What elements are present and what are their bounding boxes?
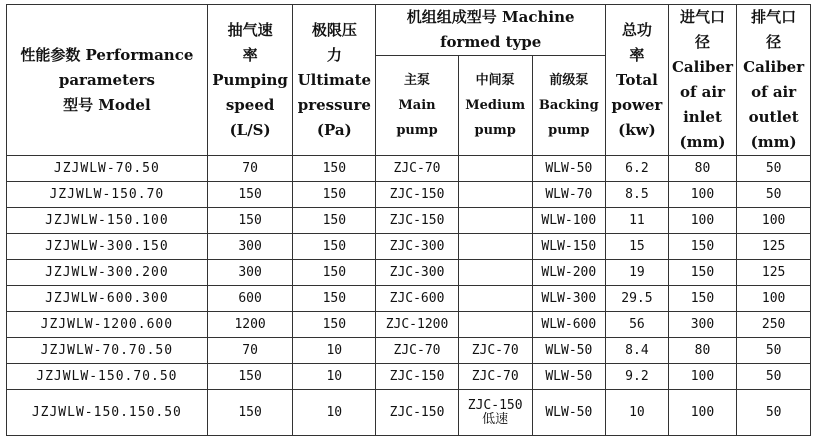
cell-inlet: 150 <box>668 234 737 260</box>
cell-main-pump: ZJC-300 <box>376 234 459 260</box>
table-row <box>7 234 811 260</box>
cell-pressure: 150 <box>293 286 376 312</box>
cell-speed: 300 <box>207 234 293 260</box>
cell-outlet: 50 <box>737 182 811 208</box>
cell-pressure: 10 <box>293 390 376 436</box>
cell-speed: 1200 <box>207 312 293 338</box>
cell-model: JZJWLW-150.150.50 <box>7 390 208 436</box>
cell-backing-pump: WLW-150 <box>532 234 606 260</box>
header-model <box>7 5 208 156</box>
cell-medium-pump: ZJC-70 <box>458 338 532 364</box>
table-row <box>7 182 811 208</box>
cell-speed: 70 <box>207 338 293 364</box>
cell-model: JZJWLW-150.100 <box>7 208 208 234</box>
cell-power: 6.2 <box>606 156 669 182</box>
cell-outlet: 100 <box>737 208 811 234</box>
cell-medium-pump <box>458 312 532 338</box>
cell-speed: 150 <box>207 364 293 390</box>
cell-outlet: 50 <box>737 338 811 364</box>
header-inlet-caliber: 进气口 径 Caliber of air inlet (mm) <box>668 5 737 156</box>
cell-outlet: 125 <box>737 234 811 260</box>
cell-power: 8.4 <box>606 338 669 364</box>
cell-power: 19 <box>606 260 669 286</box>
cell-pressure: 150 <box>293 260 376 286</box>
cell-inlet: 80 <box>668 156 737 182</box>
cell-power: 10 <box>606 390 669 436</box>
cell-outlet: 100 <box>737 286 811 312</box>
cell-main-pump: ZJC-600 <box>376 286 459 312</box>
cell-model: JZJWLW-1200.600 <box>7 312 208 338</box>
header-medium-pump: 中间泵 Medium pump <box>458 56 532 156</box>
table-row <box>7 338 811 364</box>
table-row <box>7 390 811 436</box>
cell-medium-pump <box>458 156 532 182</box>
cell-main-pump: ZJC-150 <box>376 208 459 234</box>
cell-pressure: 150 <box>293 156 376 182</box>
cell-main-pump: ZJC-150 <box>376 364 459 390</box>
cell-main-pump: ZJC-300 <box>376 260 459 286</box>
cell-medium-pump <box>458 286 532 312</box>
header-model-line2: parameters <box>58 70 155 89</box>
cell-backing-pump: WLW-50 <box>532 390 606 436</box>
cell-main-pump: ZJC-70 <box>376 156 459 182</box>
table-row <box>7 260 811 286</box>
cell-inlet: 80 <box>668 338 737 364</box>
cell-main-pump: ZJC-70 <box>376 338 459 364</box>
cell-inlet: 300 <box>668 312 737 338</box>
header-outlet-caliber: 排气口 径 Caliber of air outlet (mm) <box>737 5 811 156</box>
cell-model: JZJWLW-70.70.50 <box>7 338 208 364</box>
cell-backing-pump: WLW-600 <box>532 312 606 338</box>
cell-medium-pump <box>458 234 532 260</box>
cell-main-pump: ZJC-150 <box>376 390 459 436</box>
cell-speed: 600 <box>207 286 293 312</box>
cell-inlet: 100 <box>668 390 737 436</box>
cell-power: 29.5 <box>606 286 669 312</box>
cell-backing-pump: WLW-300 <box>532 286 606 312</box>
cell-medium-pump <box>458 182 532 208</box>
table-row <box>7 312 811 338</box>
cell-main-pump: ZJC-1200 <box>376 312 459 338</box>
cell-inlet: 100 <box>668 182 737 208</box>
cell-model: JZJWLW-300.150 <box>7 234 208 260</box>
cell-inlet: 100 <box>668 208 737 234</box>
cell-model: JZJWLW-150.70 <box>7 182 208 208</box>
cell-pressure: 10 <box>293 338 376 364</box>
cell-speed: 70 <box>207 156 293 182</box>
header-backing-pump: 前级泵 Backing pump <box>532 56 606 156</box>
table-row <box>7 208 811 234</box>
table-row <box>7 156 811 182</box>
cell-inlet: 150 <box>668 286 737 312</box>
cell-pressure: 150 <box>293 182 376 208</box>
header-pumping-speed: 抽气速 率 Pumping speed (L/S) <box>207 5 293 156</box>
performance-table <box>6 4 811 436</box>
cell-backing-pump: WLW-100 <box>532 208 606 234</box>
cell-medium-pump <box>458 208 532 234</box>
cell-backing-pump: WLW-50 <box>532 364 606 390</box>
header-main-pump: 主泵 Main pump <box>376 56 459 156</box>
cell-model: JZJWLW-600.300 <box>7 286 208 312</box>
cell-medium-pump <box>458 390 532 436</box>
cell-medium-pump-model: ZJC-150 <box>467 397 523 413</box>
cell-medium-pump: ZJC-70 <box>458 364 532 390</box>
cell-speed: 150 <box>207 182 293 208</box>
cell-pressure: 150 <box>293 208 376 234</box>
cell-backing-pump: WLW-70 <box>532 182 606 208</box>
cell-pressure: 150 <box>293 312 376 338</box>
cell-medium-pump <box>458 260 532 286</box>
cell-speed: 150 <box>207 390 293 436</box>
cell-model: JZJWLW-70.50 <box>7 156 208 182</box>
header-ultimate-pressure: 极限压 力 Ultimate pressure (Pa) <box>293 5 376 156</box>
cell-power: 15 <box>606 234 669 260</box>
cell-power: 56 <box>606 312 669 338</box>
cell-model: JZJWLW-300.200 <box>7 260 208 286</box>
header-total-power: 总功 率 Total power (kw) <box>606 5 669 156</box>
cell-outlet: 50 <box>737 156 811 182</box>
cell-model: JZJWLW-150.70.50 <box>7 364 208 390</box>
cell-pressure: 10 <box>293 364 376 390</box>
cell-outlet: 125 <box>737 260 811 286</box>
cell-pressure: 150 <box>293 234 376 260</box>
header-machine-type: 机组组成型号 Machine formed type <box>376 5 606 56</box>
cell-power: 11 <box>606 208 669 234</box>
cell-inlet: 100 <box>668 364 737 390</box>
cell-backing-pump: WLW-50 <box>532 156 606 182</box>
table-row <box>7 364 811 390</box>
header-model-line1: 性能参数 Performance <box>20 45 194 64</box>
cell-medium-pump-note: 低速 <box>482 411 509 427</box>
cell-backing-pump: WLW-50 <box>532 338 606 364</box>
cell-power: 8.5 <box>606 182 669 208</box>
cell-power: 9.2 <box>606 364 669 390</box>
cell-outlet: 250 <box>737 312 811 338</box>
cell-inlet: 150 <box>668 260 737 286</box>
cell-main-pump: ZJC-150 <box>376 182 459 208</box>
cell-speed: 300 <box>207 260 293 286</box>
cell-backing-pump: WLW-200 <box>532 260 606 286</box>
table-row <box>7 286 811 312</box>
cell-outlet: 50 <box>737 390 811 436</box>
cell-speed: 150 <box>207 208 293 234</box>
cell-outlet: 50 <box>737 364 811 390</box>
header-model-line3: 型号 Model <box>63 95 151 114</box>
